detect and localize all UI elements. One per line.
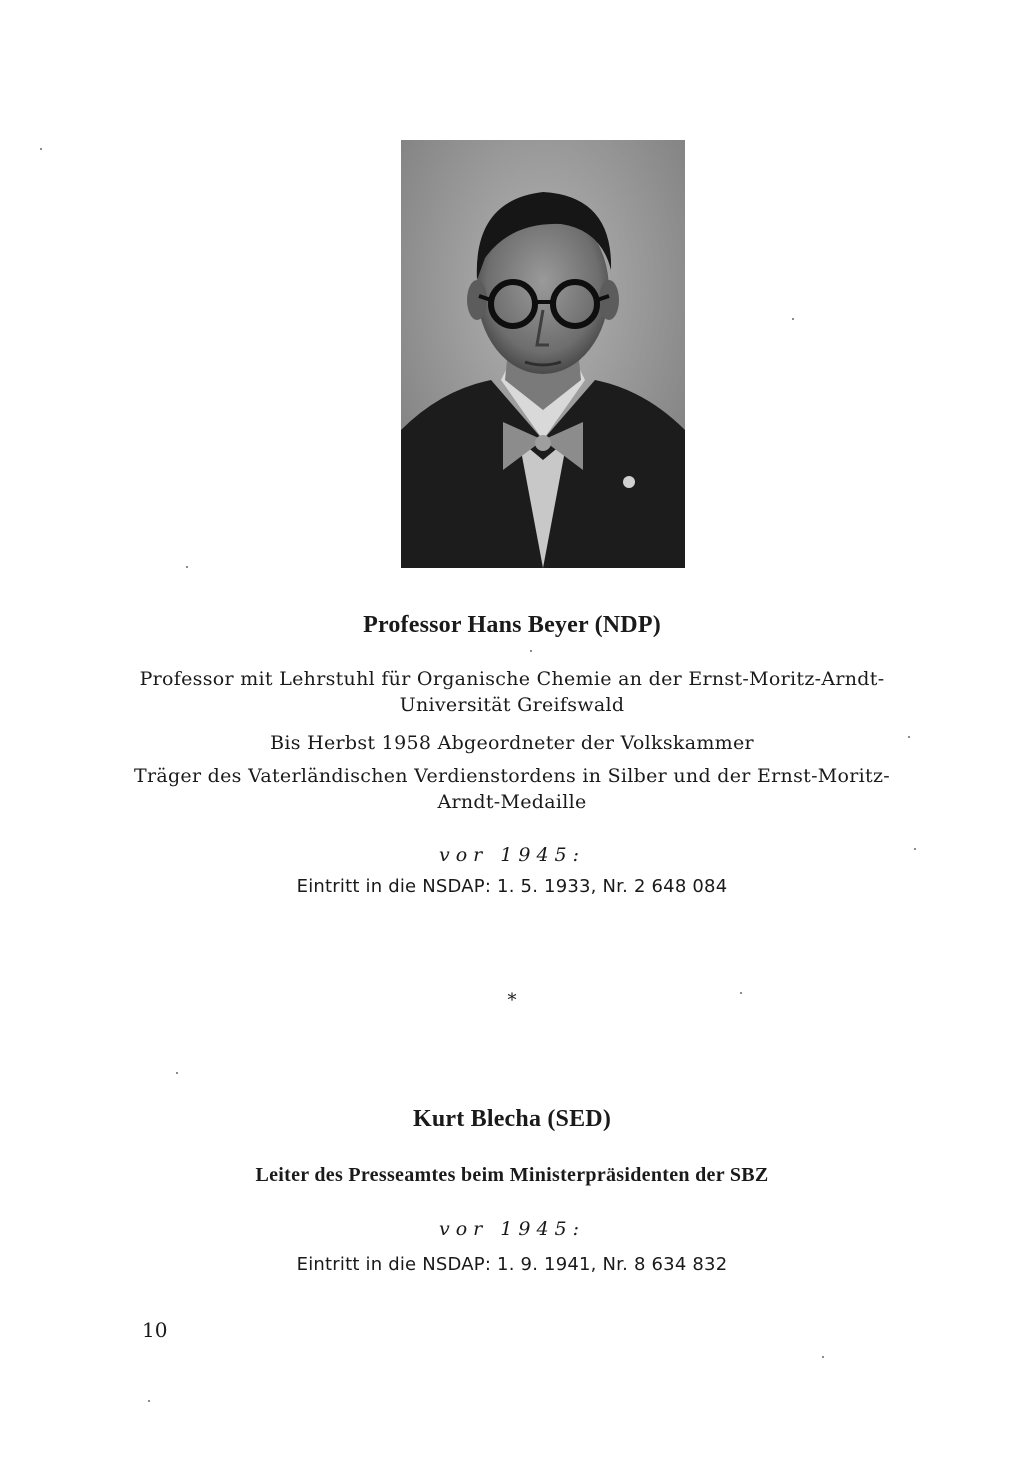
scan-speck: [186, 566, 188, 568]
entry2-era-heading: vor 1945:: [438, 1218, 586, 1240]
scan-speck: [148, 1400, 150, 1402]
scan-speck: [40, 148, 42, 150]
section-separator: *: [507, 990, 517, 1011]
scan-speck: [914, 848, 916, 850]
portrait-photo: [401, 140, 685, 568]
entry1-line-2: Universität Greifswald: [399, 694, 625, 716]
portrait-image: [401, 140, 685, 568]
entry2-nsdap-entry: Eintritt in die NSDAP: 1. 9. 1941, Nr. 8 634 832: [296, 1254, 728, 1275]
entry1-era-heading: vor 1945:: [438, 844, 586, 866]
entry1-name: Professor Hans Beyer (NDP): [363, 612, 661, 638]
scan-speck: [740, 992, 742, 994]
page-number: 10: [142, 1318, 168, 1342]
entry1-line-1: Professor mit Lehrstuhl für Organische Chemie an der Ernst-Moritz-Arndt-: [139, 668, 885, 690]
entry1-nsdap-entry: Eintritt in die NSDAP: 1. 5. 1933, Nr. 2 648 084: [296, 876, 728, 897]
entry1-line-5: Arndt-Medaille: [437, 791, 587, 813]
entry2-role: Leiter des Presseamtes beim Ministerpräsidenten der SBZ: [255, 1164, 769, 1186]
entry1-line-4: Träger des Vaterländischen Verdienstordens in Silber und der Ernst-Moritz-: [133, 765, 891, 787]
entry1-line-3: Bis Herbst 1958 Abgeordneter der Volkskammer: [270, 732, 754, 754]
scan-speck: [908, 736, 910, 738]
scan-speck: [530, 650, 532, 652]
scan-speck: [822, 1356, 824, 1358]
entry2-name: Kurt Blecha (SED): [412, 1106, 612, 1132]
scan-speck: [176, 1072, 178, 1074]
scan-speck: [792, 318, 794, 320]
